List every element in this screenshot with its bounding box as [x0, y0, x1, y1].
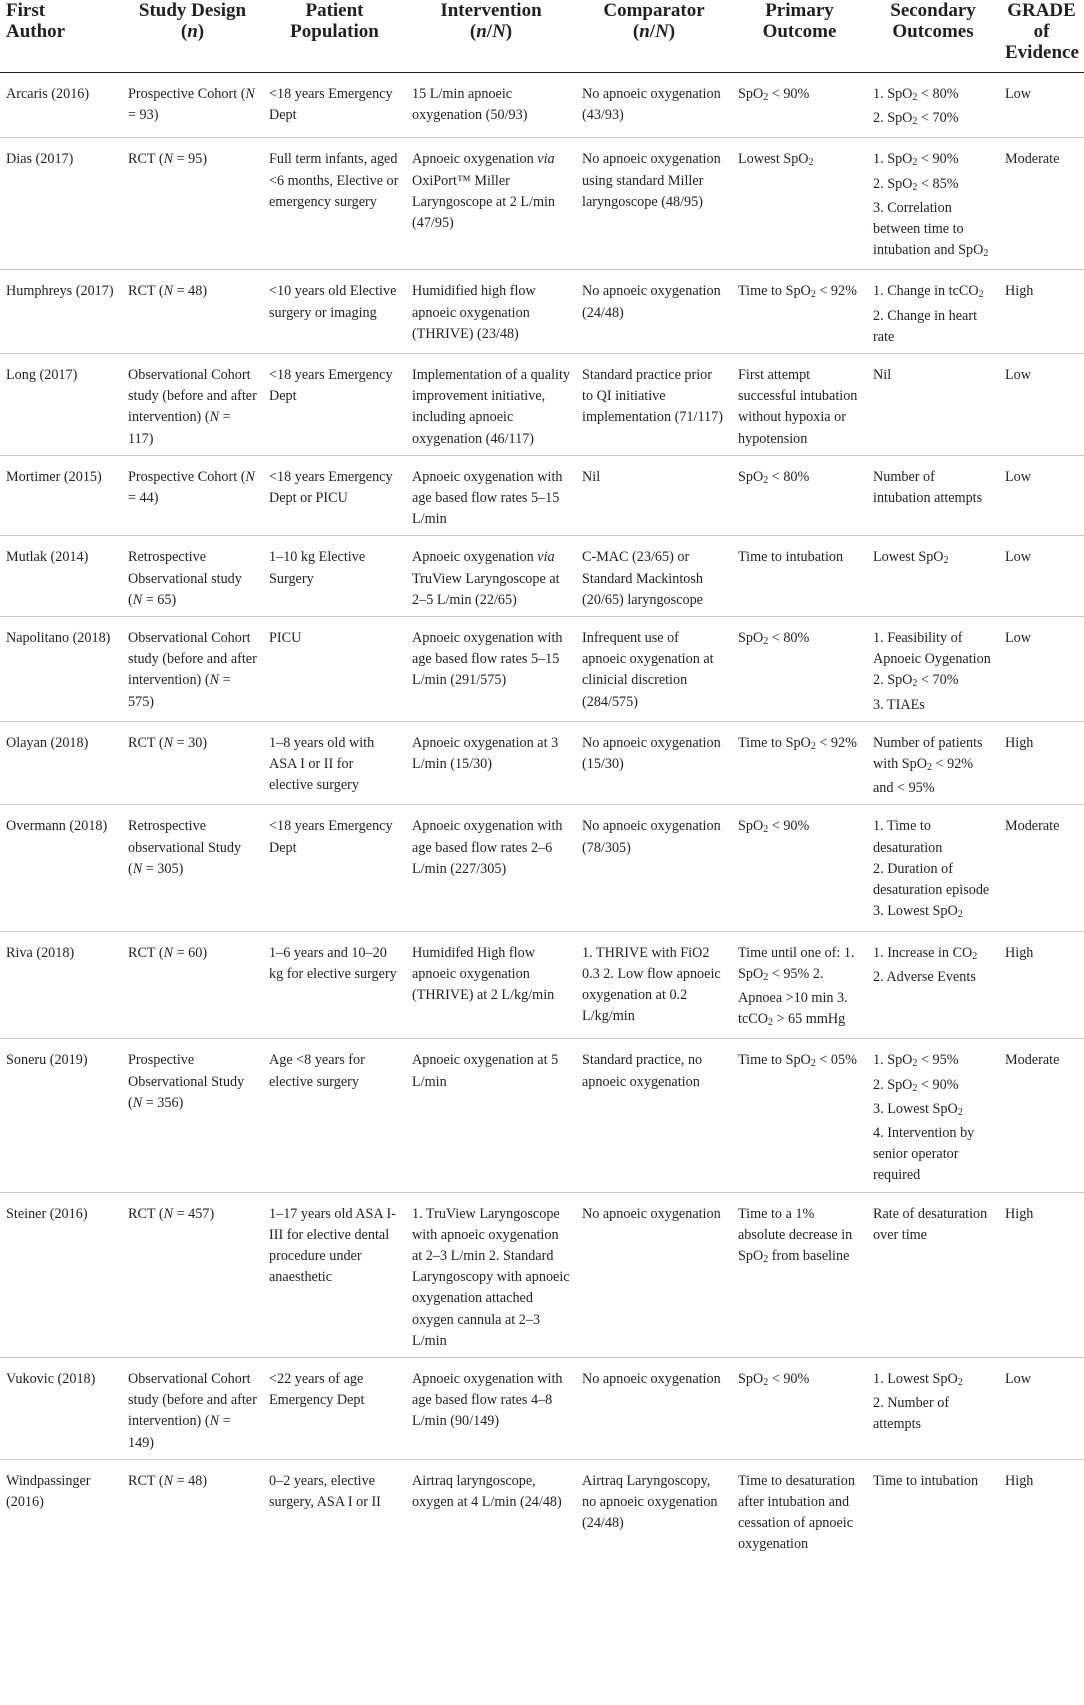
cell-secondary	[867, 805, 999, 931]
cell-design: Observational Cohort study (before and after intervention) (N = 149)	[122, 1357, 263, 1459]
column-header-line: Secondary	[890, 0, 976, 21]
cell-author: Mortimer (2015)	[0, 455, 122, 536]
cell-secondary	[867, 138, 999, 270]
column-header-line: Outcomes	[892, 21, 974, 42]
table-row	[0, 1039, 1084, 1192]
cell-population: 1–17 years old ASA I-III for elective dental procedure under anaesthetic	[263, 1192, 406, 1357]
secondary-outcome-item: 2. Change in heart rate	[873, 307, 978, 345]
cell-intervention: Apnoeic oxygenation via TruView Laryngoscope at 2–5 L/min (22/65)	[406, 536, 576, 617]
cell-design: Retrospective Observational study (N = 65)	[122, 536, 263, 617]
cell-comparator: No apnoeic oxygenation	[576, 1192, 732, 1357]
cell-design: Retrospective observational Study (N = 305)	[122, 805, 263, 931]
cell-secondary	[867, 73, 999, 138]
column-header-line: of	[1033, 21, 1050, 42]
cell-primary: Time to SpO$_2$ < 05%	[732, 1039, 867, 1192]
secondary-outcome-item: 4. Intervention by senior operator required	[873, 1124, 975, 1184]
column-header-first-author	[0, 0, 122, 73]
cell-author: Riva (2018)	[0, 931, 122, 1039]
cell-grade: Low	[999, 73, 1084, 138]
secondary-outcome-item: 1. Increase in $CO_2$	[873, 944, 978, 962]
secondary-outcome-item: 2. SpO$_2$ < 85%	[873, 175, 959, 193]
secondary-outcome-item: 3. Lowest SpO$_2$	[873, 1100, 963, 1118]
column-header-patient-population	[263, 0, 406, 73]
table-body	[0, 73, 1084, 1561]
column-header-line: (n)	[180, 21, 205, 42]
table-header	[0, 0, 1084, 73]
cell-author: Olayan (2018)	[0, 721, 122, 805]
cell-intervention: Humidifed High flow apnoeic oxygenation (THRIVE) at 2 L/kg/min	[406, 931, 576, 1039]
secondary-outcome-item: 2. SpO$_2$ < 90%	[873, 1076, 959, 1094]
cell-secondary	[867, 1039, 999, 1192]
cell-grade: Moderate	[999, 138, 1084, 270]
cell-population: 1–6 years and 10–20 kg for elective surgery	[263, 931, 406, 1039]
cell-intervention: Apnoeic oxygenation with age based flow rates 5–15 L/min (291/575)	[406, 617, 576, 722]
cell-population: <10 years old Elective surgery or imaging	[263, 270, 406, 354]
cell-secondary	[867, 721, 999, 805]
cell-intervention: Apnoeic oxygenation with age based flow rates 2–6 L/min (227/305)	[406, 805, 576, 931]
secondary-outcome-item: 2. SpO$_2$ < 70%	[873, 110, 959, 128]
column-header-intervention	[406, 0, 576, 73]
table-row	[0, 721, 1084, 805]
cell-primary: First attempt successful intubation without hypoxia or hypotension	[732, 354, 867, 456]
cell-grade: High	[999, 721, 1084, 805]
table-row	[0, 1192, 1084, 1357]
cell-comparator: Infrequent use of apnoeic oxygenation at clinicial discretion (284/575)	[576, 617, 732, 722]
column-header-primary-outcome	[732, 0, 867, 73]
table-row	[0, 536, 1084, 617]
cell-population: Age <8 years for elective surgery	[263, 1039, 406, 1192]
column-header-line: First	[6, 0, 46, 21]
cell-population: <18 years Emergency Dept	[263, 73, 406, 138]
column-header-line: Patient	[305, 0, 364, 21]
cell-intervention: 1. TruView Laryngoscope with apnoeic oxygenation at 2–3 L/min 2. Standard Laryngoscopy with apnoeic oxygenation attached oxygen cannula at 2–3 L/min	[406, 1192, 576, 1357]
secondary-outcome-item: 1. Change in tcCO$_2$	[873, 283, 984, 301]
secondary-outcome-item: 1. SpO$_2$ < 95%	[873, 1052, 959, 1070]
table-row	[0, 138, 1084, 270]
column-header-line: (n/N)	[632, 21, 676, 42]
secondary-outcome-item: Number of patients with SpO$_2$ < 92% and < 95%	[873, 734, 983, 797]
cell-intervention: Apnoeic oxygenation at 5 L/min	[406, 1039, 576, 1192]
secondary-outcome-item: 1. Time to desaturation	[873, 818, 943, 856]
cell-secondary	[867, 617, 999, 722]
cell-primary: SpO$_2$ < 90%	[732, 805, 867, 931]
cell-comparator: No apnoeic oxygenation using standard Miller laryngoscope (48/95)	[576, 138, 732, 270]
cell-grade: Low	[999, 354, 1084, 456]
cell-comparator: No apnoeic oxygenation (78/305)	[576, 805, 732, 931]
cell-design: RCT (N = 457)	[122, 1192, 263, 1357]
cell-intervention: 15 L/min apnoeic oxygenation (50/93)	[406, 73, 576, 138]
cell-comparator: Standard practice, no apnoeic oxygenation	[576, 1039, 732, 1192]
table-row	[0, 1459, 1084, 1560]
secondary-outcome-item: Number of intubation attempts	[873, 468, 983, 507]
cell-primary: SpO$_2$ < 90%	[732, 73, 867, 138]
secondary-outcome-item: Rate of desaturation over time	[873, 1205, 988, 1243]
cell-population: Full term infants, aged <6 months, Elective or emergency surgery	[263, 138, 406, 270]
cell-grade: High	[999, 270, 1084, 354]
cell-primary: SpO$_2$ < 80%	[732, 455, 867, 536]
cell-population: 1–8 years old with ASA I or II for elective surgery	[263, 721, 406, 805]
secondary-outcome-item: 3. Correlation between time to intubation and SpO$_2$	[873, 199, 989, 260]
column-header-line: (n/N)	[469, 21, 513, 42]
cell-design: RCT (N = 48)	[122, 270, 263, 354]
cell-grade: High	[999, 1192, 1084, 1357]
cell-grade: Moderate	[999, 1039, 1084, 1192]
cell-intervention: Humidified high flow apnoeic oxygenation (THRIVE) (23/48)	[406, 270, 576, 354]
cell-author: Mutlak (2014)	[0, 536, 122, 617]
cell-grade: Low	[999, 455, 1084, 536]
cell-design: RCT (N = 48)	[128, 1472, 208, 1489]
cell-primary: Time to SpO$_2$ < 92%	[732, 721, 867, 805]
cell-population: 1–10 kg Elective Surgery	[263, 536, 406, 617]
column-header-line: Primary	[765, 0, 834, 21]
header-row	[0, 0, 1084, 73]
secondary-outcome-item: 3. Lowest SpO$_2$	[873, 903, 963, 921]
cell-primary: Time to desaturation after intubation and cessation of apnoeic oxygenation	[738, 1472, 855, 1553]
cell-comparator: 1. THRIVE with FiO2 0.3 2. Low flow apnoeic oxygenation at 0.2 L/kg/min	[576, 931, 732, 1039]
secondary-outcome-item: 2. Adverse Events	[873, 968, 976, 985]
cell-secondary	[867, 270, 999, 354]
cell-comparator: Standard practice prior to QI initiative implementation (71/117)	[576, 354, 732, 456]
cell-intervention: Apnoeic oxygenation with age based flow rates 4–8 L/min (90/149)	[406, 1357, 576, 1459]
column-header-study-design	[122, 0, 263, 73]
cell-secondary	[867, 1192, 999, 1357]
cell-comparator: Airtraq Laryngoscopy, no apnoeic oxygenation (24/48)	[582, 1472, 718, 1532]
table-row	[0, 1357, 1084, 1459]
column-header-comparator	[576, 0, 732, 73]
cell-population: <18 years Emergency Dept	[263, 805, 406, 931]
column-header-line: Outcome	[762, 21, 837, 42]
secondary-outcome-item: 2. SpO$_2$ < 70%	[873, 672, 959, 690]
column-header-line: Intervention	[440, 0, 542, 21]
cell-population: <22 years of age Emergency Dept	[263, 1357, 406, 1459]
cell-author: Long (2017)	[0, 354, 122, 456]
cell-intervention: Apnoeic oxygenation with age based flow rates 5–15 L/min	[406, 455, 576, 536]
cell-design: Prospective Cohort (N = 93)	[122, 73, 263, 138]
cell-intervention: Apnoeic oxygenation at 3 L/min (15/30)	[406, 721, 576, 805]
cell-grade: High	[1005, 1472, 1034, 1489]
cell-primary: Time until one of: 1. SpO$_2$ < 95% 2. Apnoea >10 min 3. tcCO$_2$ > 65 mmHg	[732, 931, 867, 1039]
table-row	[0, 617, 1084, 722]
secondary-outcome-item: 1. SpO$_2$ < 80%	[873, 86, 959, 103]
secondary-outcome-item: 2. Number of attempts	[873, 1395, 950, 1433]
cell-author: Arcaris (2016)	[0, 73, 122, 138]
cell-design: RCT (N = 95)	[122, 138, 263, 270]
cell-grade: High	[999, 931, 1084, 1039]
cell-author: Vukovic (2018)	[0, 1357, 122, 1459]
cell-comparator: No apnoeic oxygenation (24/48)	[576, 270, 732, 354]
table-row	[0, 270, 1084, 354]
cell-primary: Time to SpO$_2$ < 92%	[732, 270, 867, 354]
cell-intervention: Apnoeic oxygenation via OxiPort™ Miller Laryngoscope at 2 L/min (47/95)	[406, 138, 576, 270]
column-header-line: GRADE	[1007, 0, 1076, 21]
cell-grade: Moderate	[999, 805, 1084, 931]
cell-comparator: C-MAC (23/65) or Standard Mackintosh (20/65) laryngoscope	[576, 536, 732, 617]
cell-primary: Time to a 1% absolute decrease in SpO$_2$ from baseline	[732, 1192, 867, 1357]
column-header-line: Evidence	[1005, 42, 1079, 63]
secondary-outcome-item: Time to intubation	[873, 1472, 979, 1489]
cell-secondary	[867, 1459, 999, 1560]
cell-primary: SpO$_2$ < 90%	[732, 1357, 867, 1459]
cell-secondary	[867, 455, 999, 536]
cell-population: 0–2 years, elective surgery, ASA I or II	[269, 1472, 381, 1510]
cell-population: PICU	[263, 617, 406, 722]
table-row	[0, 931, 1084, 1039]
cell-author: Windpassinger (2016)	[6, 1472, 91, 1510]
secondary-outcome-item: 3. TIAEs	[873, 696, 925, 713]
secondary-outcome-item: Lowest SpO$_2$	[873, 549, 949, 567]
column-header-line: Population	[290, 21, 379, 42]
cell-secondary	[867, 354, 999, 456]
cell-design: Observational Cohort study (before and after intervention) (N = 575)	[122, 617, 263, 722]
cell-population: <18 years Emergency Dept	[263, 354, 406, 456]
column-header-line: Author	[6, 21, 66, 42]
cell-primary: SpO$_2$ < 80%	[732, 617, 867, 722]
cell-design: Observational Cohort study (before and after intervention) (N = 117)	[122, 354, 263, 456]
column-header-secondary-outcomes	[867, 0, 999, 73]
cell-population: <18 years Emergency Dept or PICU	[263, 455, 406, 536]
cell-intervention: Airtraq laryngoscope, oxygen at 4 L/min (24/48)	[412, 1472, 562, 1510]
table-row	[0, 73, 1084, 138]
cell-design: RCT (N = 30)	[122, 721, 263, 805]
cell-author: Dias (2017)	[0, 138, 122, 270]
table-row	[0, 805, 1084, 931]
secondary-outcome-item: 2. Duration of desaturation episode	[873, 860, 990, 899]
cell-design: RCT (N = 60)	[122, 931, 263, 1039]
secondary-outcome-item: 1. Feasibility of Apnoeic Oygenation	[873, 630, 991, 668]
cell-secondary	[867, 536, 999, 617]
secondary-outcome-item: 1. Lowest SpO$_2$	[873, 1370, 963, 1388]
cell-primary: Time to intubation	[732, 536, 867, 617]
cell-design: Prospective Observational Study (N = 356)	[122, 1039, 263, 1192]
cell-design: Prospective Cohort (N = 44)	[122, 455, 263, 536]
cell-grade: Low	[999, 536, 1084, 617]
cell-author: Overmann (2018)	[0, 805, 122, 931]
cell-secondary	[867, 1357, 999, 1459]
cell-intervention: Implementation of a quality improvement initiative, including apnoeic oxygenation (46/117)	[406, 354, 576, 456]
cell-primary: Lowest SpO$_2$	[732, 138, 867, 270]
cell-author: Steiner (2016)	[0, 1192, 122, 1357]
column-header-line: Comparator	[603, 0, 705, 21]
cell-grade: Low	[999, 617, 1084, 722]
column-header-line: Study Design	[138, 0, 247, 21]
cell-author: Napolitano (2018)	[0, 617, 122, 722]
cell-author: Humphreys (2017)	[0, 270, 122, 354]
cell-comparator: No apnoeic oxygenation (43/93)	[576, 73, 732, 138]
secondary-outcome-item: Nil	[873, 367, 892, 384]
cell-comparator: No apnoeic oxygenation	[576, 1357, 732, 1459]
table-row	[0, 354, 1084, 456]
column-header-grade-of-evidence	[999, 0, 1084, 73]
cell-secondary	[867, 931, 999, 1039]
cell-author: Soneru (2019)	[0, 1039, 122, 1192]
table-row	[0, 455, 1084, 536]
secondary-outcome-item: 1. SpO$_2$ < 90%	[873, 151, 959, 169]
cell-comparator: Nil	[576, 455, 732, 536]
cell-comparator: No apnoeic oxygenation (15/30)	[576, 721, 732, 805]
cell-grade: Low	[999, 1357, 1084, 1459]
